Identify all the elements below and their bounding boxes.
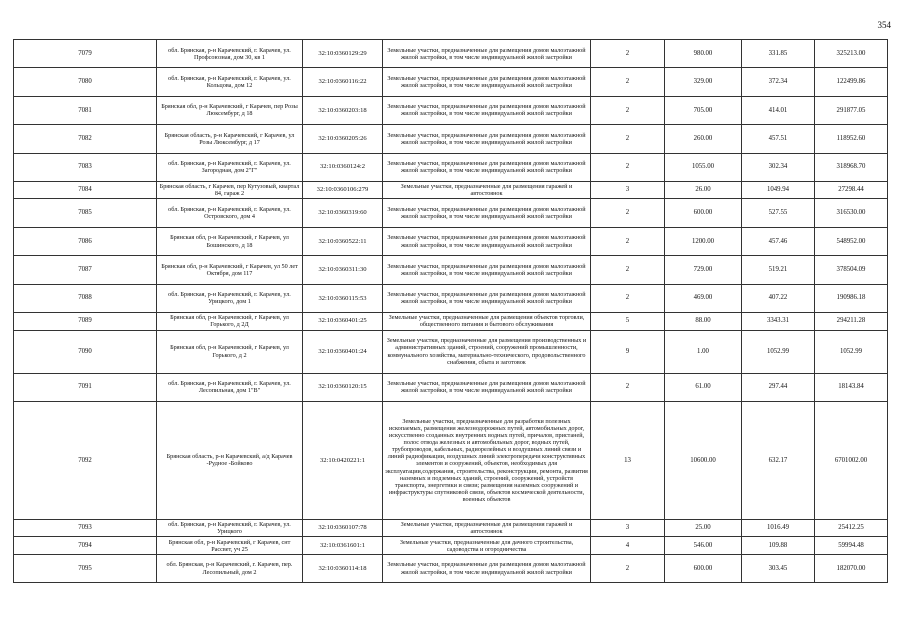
group-cell: 2 (591, 373, 665, 401)
area-cell: 260.00 (665, 125, 742, 153)
cadastral-number-cell: 32:10:0360205:26 (303, 125, 383, 153)
specific-value-cell: 414.01 (742, 96, 815, 124)
cadastral-number-cell: 32:10:0361601:1 (303, 537, 383, 555)
area-cell: 26.00 (665, 181, 742, 199)
land-use-cell: Земельные участки, предназначенные для размещения домов малоэтажной жилой застройки, в том числе индивидуальной жилой застройки (383, 96, 591, 124)
cadastral-number-cell: 32:10:0360319:60 (303, 199, 383, 227)
area-cell: 25.00 (665, 519, 742, 537)
row-number-cell: 7093 (14, 519, 157, 537)
cadastral-value-cell: 18143.84 (815, 373, 888, 401)
group-cell: 2 (591, 284, 665, 312)
address-cell: Брянская обл, р-н Карачевский, г Карачев, ул 50 лет Октября, дом 117 (157, 256, 303, 284)
cadastral-value-cell: 316530.00 (815, 199, 888, 227)
row-number-cell: 7084 (14, 181, 157, 199)
land-use-cell: Земельные участки, предназначенные для размещения домов малоэтажной жилой застройки, в том числе индивидуальной жилой застройки (383, 284, 591, 312)
row-number-cell: 7091 (14, 373, 157, 401)
cadastral-value-cell: 190986.18 (815, 284, 888, 312)
row-number-cell: 7095 (14, 554, 157, 582)
address-cell: Брянская область, р-н Карачевский, г Карачев, ул Розы Люксембург, д 17 (157, 125, 303, 153)
table-row (14, 68, 888, 96)
cadastral-value-cell: 378504.09 (815, 256, 888, 284)
cadastral-number-cell: 32:10:0360124:2 (303, 153, 383, 181)
cadastral-value-cell: 118952.60 (815, 125, 888, 153)
cadastral-value-cell: 25412.25 (815, 519, 888, 537)
specific-value-cell: 331.85 (742, 40, 815, 68)
area-cell: 329.00 (665, 68, 742, 96)
table-row (14, 153, 888, 181)
table-row (14, 96, 888, 124)
group-cell: 3 (591, 519, 665, 537)
land-use-cell: Земельные участки, предназначенные для размещения объектов торговли, общественного питания и бытового обслуживания (383, 313, 591, 331)
area-cell: 1200.00 (665, 227, 742, 255)
specific-value-cell: 1049.94 (742, 181, 815, 199)
land-use-cell: Земельные участки, предназначенные для размещения домов малоэтажной жилой застройки, в том числе индивидуальной жилой застройки (383, 153, 591, 181)
address-cell: обл. Брянская, р-н Карачевский, г. Карачев, ул. Профсоюзная, дом 30, кв 1 (157, 40, 303, 68)
table-row (14, 40, 888, 68)
table-row (14, 519, 888, 537)
row-number-cell: 7092 (14, 401, 157, 519)
group-cell: 2 (591, 96, 665, 124)
cadastral-value-cell: 27298.44 (815, 181, 888, 199)
land-use-cell: Земельные участки, предназначенные для размещения домов малоэтажной жилой застройки, в том числе индивидуальной жилой застройки (383, 199, 591, 227)
row-number-cell: 7081 (14, 96, 157, 124)
land-use-cell: Земельные участки, предназначенные для размещения домов малоэтажной жилой застройки, в том числе индивидуальной жилой застройки (383, 68, 591, 96)
cadastral-number-cell: 32:10:0360116:22 (303, 68, 383, 96)
cadastral-number-cell: 32:10:0360311:30 (303, 256, 383, 284)
group-cell: 2 (591, 40, 665, 68)
specific-value-cell: 457.51 (742, 125, 815, 153)
area-cell: 61.00 (665, 373, 742, 401)
group-cell: 2 (591, 153, 665, 181)
cadastral-value-cell: 122499.86 (815, 68, 888, 96)
table-row (14, 313, 888, 331)
row-number-cell: 7080 (14, 68, 157, 96)
land-use-cell: Земельные участки, предназначенные для размещения домов малоэтажной жилой застройки, в том числе индивидуальной жилой застройки (383, 256, 591, 284)
cadastral-value-cell: 59994.48 (815, 537, 888, 555)
table-row (14, 227, 888, 255)
specific-value-cell: 457.46 (742, 227, 815, 255)
land-use-cell: Земельные участки, предназначенные для размещения домов малоэтажной жилой застройки, в том числе индивидуальной жилой застройки (383, 125, 591, 153)
specific-value-cell: 527.55 (742, 199, 815, 227)
table-row (14, 125, 888, 153)
area-cell: 469.00 (665, 284, 742, 312)
cadastral-number-cell: 32:10:0360114:18 (303, 554, 383, 582)
cadastral-value-cell: 325213.00 (815, 40, 888, 68)
area-cell: 10600.00 (665, 401, 742, 519)
cadastral-value-cell: 6701002.00 (815, 401, 888, 519)
area-cell: 980.00 (665, 40, 742, 68)
table-row (14, 284, 888, 312)
cadastral-number-cell: 32:10:0360120:15 (303, 373, 383, 401)
land-use-cell: Земельные участки, предназначенные для разработки полезных ископаемых, размещения железнодорожных путей, автомобильных дорог, искусственно созданных внутренних водных путей, причалов, пристаней, полос отвода железных и автомобильных дорог, водных путей, трубопроводов, кабельных, радиорелейных и воздушных линий связи и линий радиофикации, воздушных линий электропередачи конструктивных элементов и сооружений, объектов, необходимых для эксплуатации,содержания, строительства, реконструкции, ремонта, развития наземных и подземных зданий, строений, сооружений, устройств транспорта, энергетики и связи; размещения наземных сооружений и инфраструктуры спутниковой связи, объектов космической деятельности, военных объектов (383, 401, 591, 519)
row-number-cell: 7088 (14, 284, 157, 312)
group-cell: 2 (591, 68, 665, 96)
specific-value-cell: 302.34 (742, 153, 815, 181)
row-number-cell: 7083 (14, 153, 157, 181)
address-cell: обл. Брянская, р-н Карачевский, г. Карачев, ул. Кольцова, дом 12 (157, 68, 303, 96)
row-number-cell: 7082 (14, 125, 157, 153)
area-cell: 546.00 (665, 537, 742, 555)
table-row (14, 199, 888, 227)
cadastral-value-table (13, 39, 888, 583)
table-row (14, 181, 888, 199)
group-cell: 9 (591, 330, 665, 373)
row-number-cell: 7090 (14, 330, 157, 373)
group-cell: 2 (591, 554, 665, 582)
land-use-cell: Земельные участки, предназначенные для дачного строительства, садоводства и огородничества (383, 537, 591, 555)
specific-value-cell: 109.88 (742, 537, 815, 555)
specific-value-cell: 632.17 (742, 401, 815, 519)
specific-value-cell: 3343.31 (742, 313, 815, 331)
land-use-cell: Земельные участки, предназначенные для размещения домов малоэтажной жилой застройки, в том числе индивидуальной жилой застройки (383, 554, 591, 582)
cadastral-number-cell: 32:10:0360522:11 (303, 227, 383, 255)
row-number-cell: 7087 (14, 256, 157, 284)
land-use-cell: Земельные участки, предназначенные для размещения гаражей и автостоянок (383, 181, 591, 199)
land-use-cell: Земельные участки, предназначенные для размещения домов малоэтажной жилой застройки, в том числе индивидуальной жилой застройки (383, 373, 591, 401)
address-cell: обл. Брянская, р-н Карачевский, г. Карачев, ул. Урицкого (157, 519, 303, 537)
cadastral-number-cell: 32:10:0360129:29 (303, 40, 383, 68)
row-number-cell: 7094 (14, 537, 157, 555)
address-cell: обл. Брянская, р-н Карачевский, г. Карачев, ул. Островского, дом 4 (157, 199, 303, 227)
specific-value-cell: 297.44 (742, 373, 815, 401)
specific-value-cell: 372.34 (742, 68, 815, 96)
area-cell: 600.00 (665, 554, 742, 582)
address-cell: Брянская область, г Карачев, пер Кутузовый, квартал 84, гараж 2 (157, 181, 303, 199)
group-cell: 2 (591, 227, 665, 255)
address-cell: обл. Брянская, р-н Карачевский, г. Карачев, ул. Лесопильная, дом 1"В" (157, 373, 303, 401)
cadastral-value-cell: 182070.00 (815, 554, 888, 582)
group-cell: 2 (591, 125, 665, 153)
specific-value-cell: 519.21 (742, 256, 815, 284)
address-cell: Брянская обл, р-н Карачевский, г Карачев, ул Горького, д 2 (157, 330, 303, 373)
land-use-cell: Земельные участки, предназначенные для размещения домов малоэтажной жилой застройки, в том числе индивидуальной жилой застройки (383, 227, 591, 255)
table-row (14, 256, 888, 284)
table-row (14, 330, 888, 373)
group-cell: 2 (591, 199, 665, 227)
cadastral-value-cell: 291877.05 (815, 96, 888, 124)
area-cell: 705.00 (665, 96, 742, 124)
table-row (14, 401, 888, 519)
row-number-cell: 7086 (14, 227, 157, 255)
address-cell: Брянская обл, р-н Карачевский, г Карачев, снт Рассвет, уч 25 (157, 537, 303, 555)
group-cell: 13 (591, 401, 665, 519)
table-row (14, 373, 888, 401)
table-row (14, 537, 888, 555)
address-cell: обл. Брянская, р-н Карачевский, г. Карачев, ул. Урицкого, дом 1 (157, 284, 303, 312)
group-cell: 4 (591, 537, 665, 555)
cadastral-number-cell: 32:10:0360203:18 (303, 96, 383, 124)
cadastral-number-cell: 32:10:0360106:279 (303, 181, 383, 199)
address-cell: Брянская обл, р-н Карачевский, г Карачев, ул Горького, д 2Д (157, 313, 303, 331)
cadastral-number-cell: 32:10:0360401:25 (303, 313, 383, 331)
area-cell: 1.00 (665, 330, 742, 373)
land-use-cell: Земельные участки, предназначенные для размещения домов малоэтажной жилой застройки, в том числе индивидуальной жилой застройки (383, 40, 591, 68)
specific-value-cell: 303.45 (742, 554, 815, 582)
page-number: 354 (877, 20, 891, 30)
area-cell: 1055.00 (665, 153, 742, 181)
cadastral-value-cell: 294211.28 (815, 313, 888, 331)
cadastral-number-cell: 32:10:0360107:78 (303, 519, 383, 537)
address-cell: Брянская обл, р-н Карачевский, г Карачев, ул Бошинского, д 18 (157, 227, 303, 255)
area-cell: 600.00 (665, 199, 742, 227)
cadastral-value-cell: 318968.70 (815, 153, 888, 181)
table-row (14, 554, 888, 582)
address-cell: обл. Брянская, р-н Карачевский, г. Карачев, пер. Лесопильный, дом 2 (157, 554, 303, 582)
address-cell: Брянская область, р-н Карачевский, а/д Карачев -Рудное -Бойково (157, 401, 303, 519)
address-cell: Брянская обл, р-н Карачевский, г Карачев, пер Розы Люксембург, д 18 (157, 96, 303, 124)
area-cell: 88.00 (665, 313, 742, 331)
specific-value-cell: 407.22 (742, 284, 815, 312)
land-use-cell: Земельные участки, предназначенные для размещения гаражей и автостоянок (383, 519, 591, 537)
cadastral-number-cell: 32:10:0420221:1 (303, 401, 383, 519)
area-cell: 729.00 (665, 256, 742, 284)
group-cell: 2 (591, 256, 665, 284)
row-number-cell: 7085 (14, 199, 157, 227)
specific-value-cell: 1052.99 (742, 330, 815, 373)
land-use-cell: Земельные участки, предназначенные для размещения производственных и административных зданий, строений, сооружений промышленности, коммунального хозяйства, материально-технического, продовольственного снабжения, сбыта и заготовок (383, 330, 591, 373)
group-cell: 3 (591, 181, 665, 199)
row-number-cell: 7079 (14, 40, 157, 68)
cadastral-number-cell: 32:10:0360115:53 (303, 284, 383, 312)
row-number-cell: 7089 (14, 313, 157, 331)
specific-value-cell: 1016.49 (742, 519, 815, 537)
cadastral-value-cell: 548952.00 (815, 227, 888, 255)
group-cell: 5 (591, 313, 665, 331)
cadastral-value-cell: 1052.99 (815, 330, 888, 373)
cadastral-number-cell: 32:10:0360401:24 (303, 330, 383, 373)
address-cell: обл. Брянская, р-н Карачевский, г. Карачев, ул. Загородная, дом 2"Г" (157, 153, 303, 181)
table-body (14, 40, 888, 583)
